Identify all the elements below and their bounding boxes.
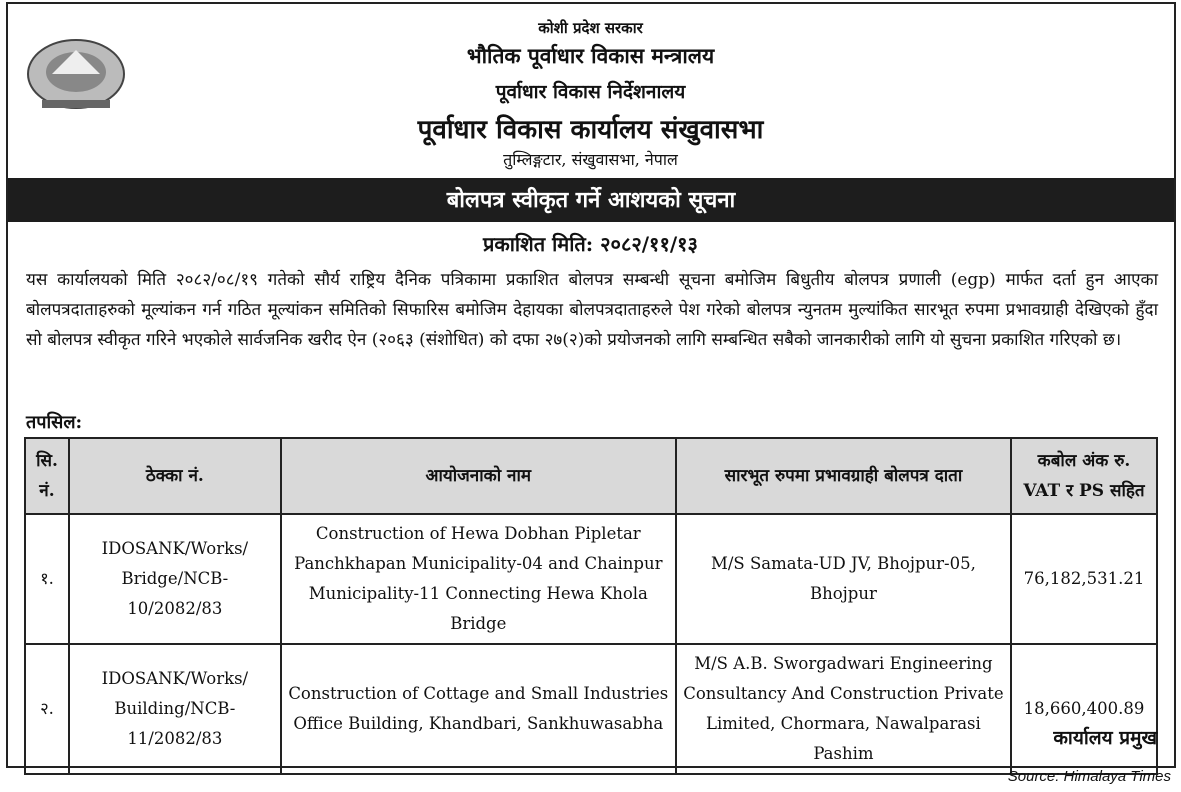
signature-office-chief: कार्यालय प्रमुख — [1053, 727, 1157, 749]
cell-sn: १. — [25, 514, 69, 644]
header-sn: सि. नं. — [25, 438, 69, 514]
header-directorate: पूर्वाधार विकास निर्देशनालय — [495, 81, 686, 103]
cell-bidder: M/S A.B. Sworgadwari Engineering Consultancy And Construction Private Limited, Chormara, Nawalparasi Pashim — [676, 644, 1011, 774]
source-credit: Source: Himalaya Times — [1007, 768, 1171, 785]
table-row — [25, 514, 1157, 644]
bid-table — [24, 437, 1158, 775]
header-office: पूर्वाधार विकास कार्यालय संखुवासभा — [417, 115, 764, 145]
header-province: कोशी प्रदेश सरकार — [538, 19, 643, 37]
details-label: तपसिल: — [26, 412, 83, 433]
cell-amount: 18,660,400.89 — [1011, 644, 1157, 774]
header-address: तुम्लिङ्गटार, संखुवासभा, नेपाल — [503, 150, 678, 169]
notice-body: यस कार्यालयको मिति २०८२/०८/१९ गतेको सौर्य राष्ट्रिय दैनिक पत्रिकामा प्रकाशित बोलपत्र सम्बन्धी सूचना बमोजिम बिधुतीय बोलपत्र प्रणाली (egp) मार्फत दर्ता हुन आएका बोलपत्रदाताहरुको मूल्यांकन गर्न गठित मूल्यांकन समितिको सिफारिस बमोजिम देहायका बोलपत्रदाताहरुले पेश गरेको बोलपत्र न्युनतम मुल्यांकित सारभूत रुपमा प्रभावग्राही देखिएको हुँदा सो बोलपत्र स्वीकृत गरिने भएकोले सार्वजनिक खरीद ऐन (२०६३ (संशोधित) को दफा २७(२)को प्रयोजनको लागि सम्बन्धित सबैको जानकारीको लागि यो सुचना प्रकाशित गरिएको छ। — [26, 270, 1158, 350]
published-date: प्रकाशित मिति: २०८२/११/१३ — [483, 232, 698, 256]
cell-bidder: M/S Samata-UD JV, Bhojpur-05, Bhojpur — [676, 514, 1011, 644]
header-ministry: भौतिक पूर्वाधार विकास मन्त्रालय — [466, 43, 715, 68]
cell-contract-no: IDOSANK/Works/ Building/NCB-11/2082/83 — [69, 644, 281, 774]
table-row — [25, 644, 1157, 774]
cell-project-name: Construction of Cottage and Small Industries Office Building, Khandbari, Sankhuwasabha — [281, 644, 676, 774]
header-bidder: सारभूत रुपमा प्रभावग्राही बोलपत्र दाता — [676, 438, 1011, 514]
table-header-row — [25, 438, 1157, 514]
notice-title: बोलपत्र स्वीकृत गर्ने आशयको सूचना — [8, 178, 1174, 222]
cell-contract-no: IDOSANK/Works/ Bridge/NCB-10/2082/83 — [69, 514, 281, 644]
header-project-name: आयोजनाको नाम — [281, 438, 676, 514]
header-amount: कबोल अंक रु. VAT र PS सहित — [1011, 438, 1157, 514]
cell-sn: २. — [25, 644, 69, 774]
header-contract-no: ठेक्का नं. — [69, 438, 281, 514]
cell-amount: 76,182,531.21 — [1011, 514, 1157, 644]
cell-project-name: Construction of Hewa Dobhan Pipletar Panchkhapan Municipality-04 and Chainpur Municipality-11 Connecting Hewa Khola Bridge — [281, 514, 676, 644]
